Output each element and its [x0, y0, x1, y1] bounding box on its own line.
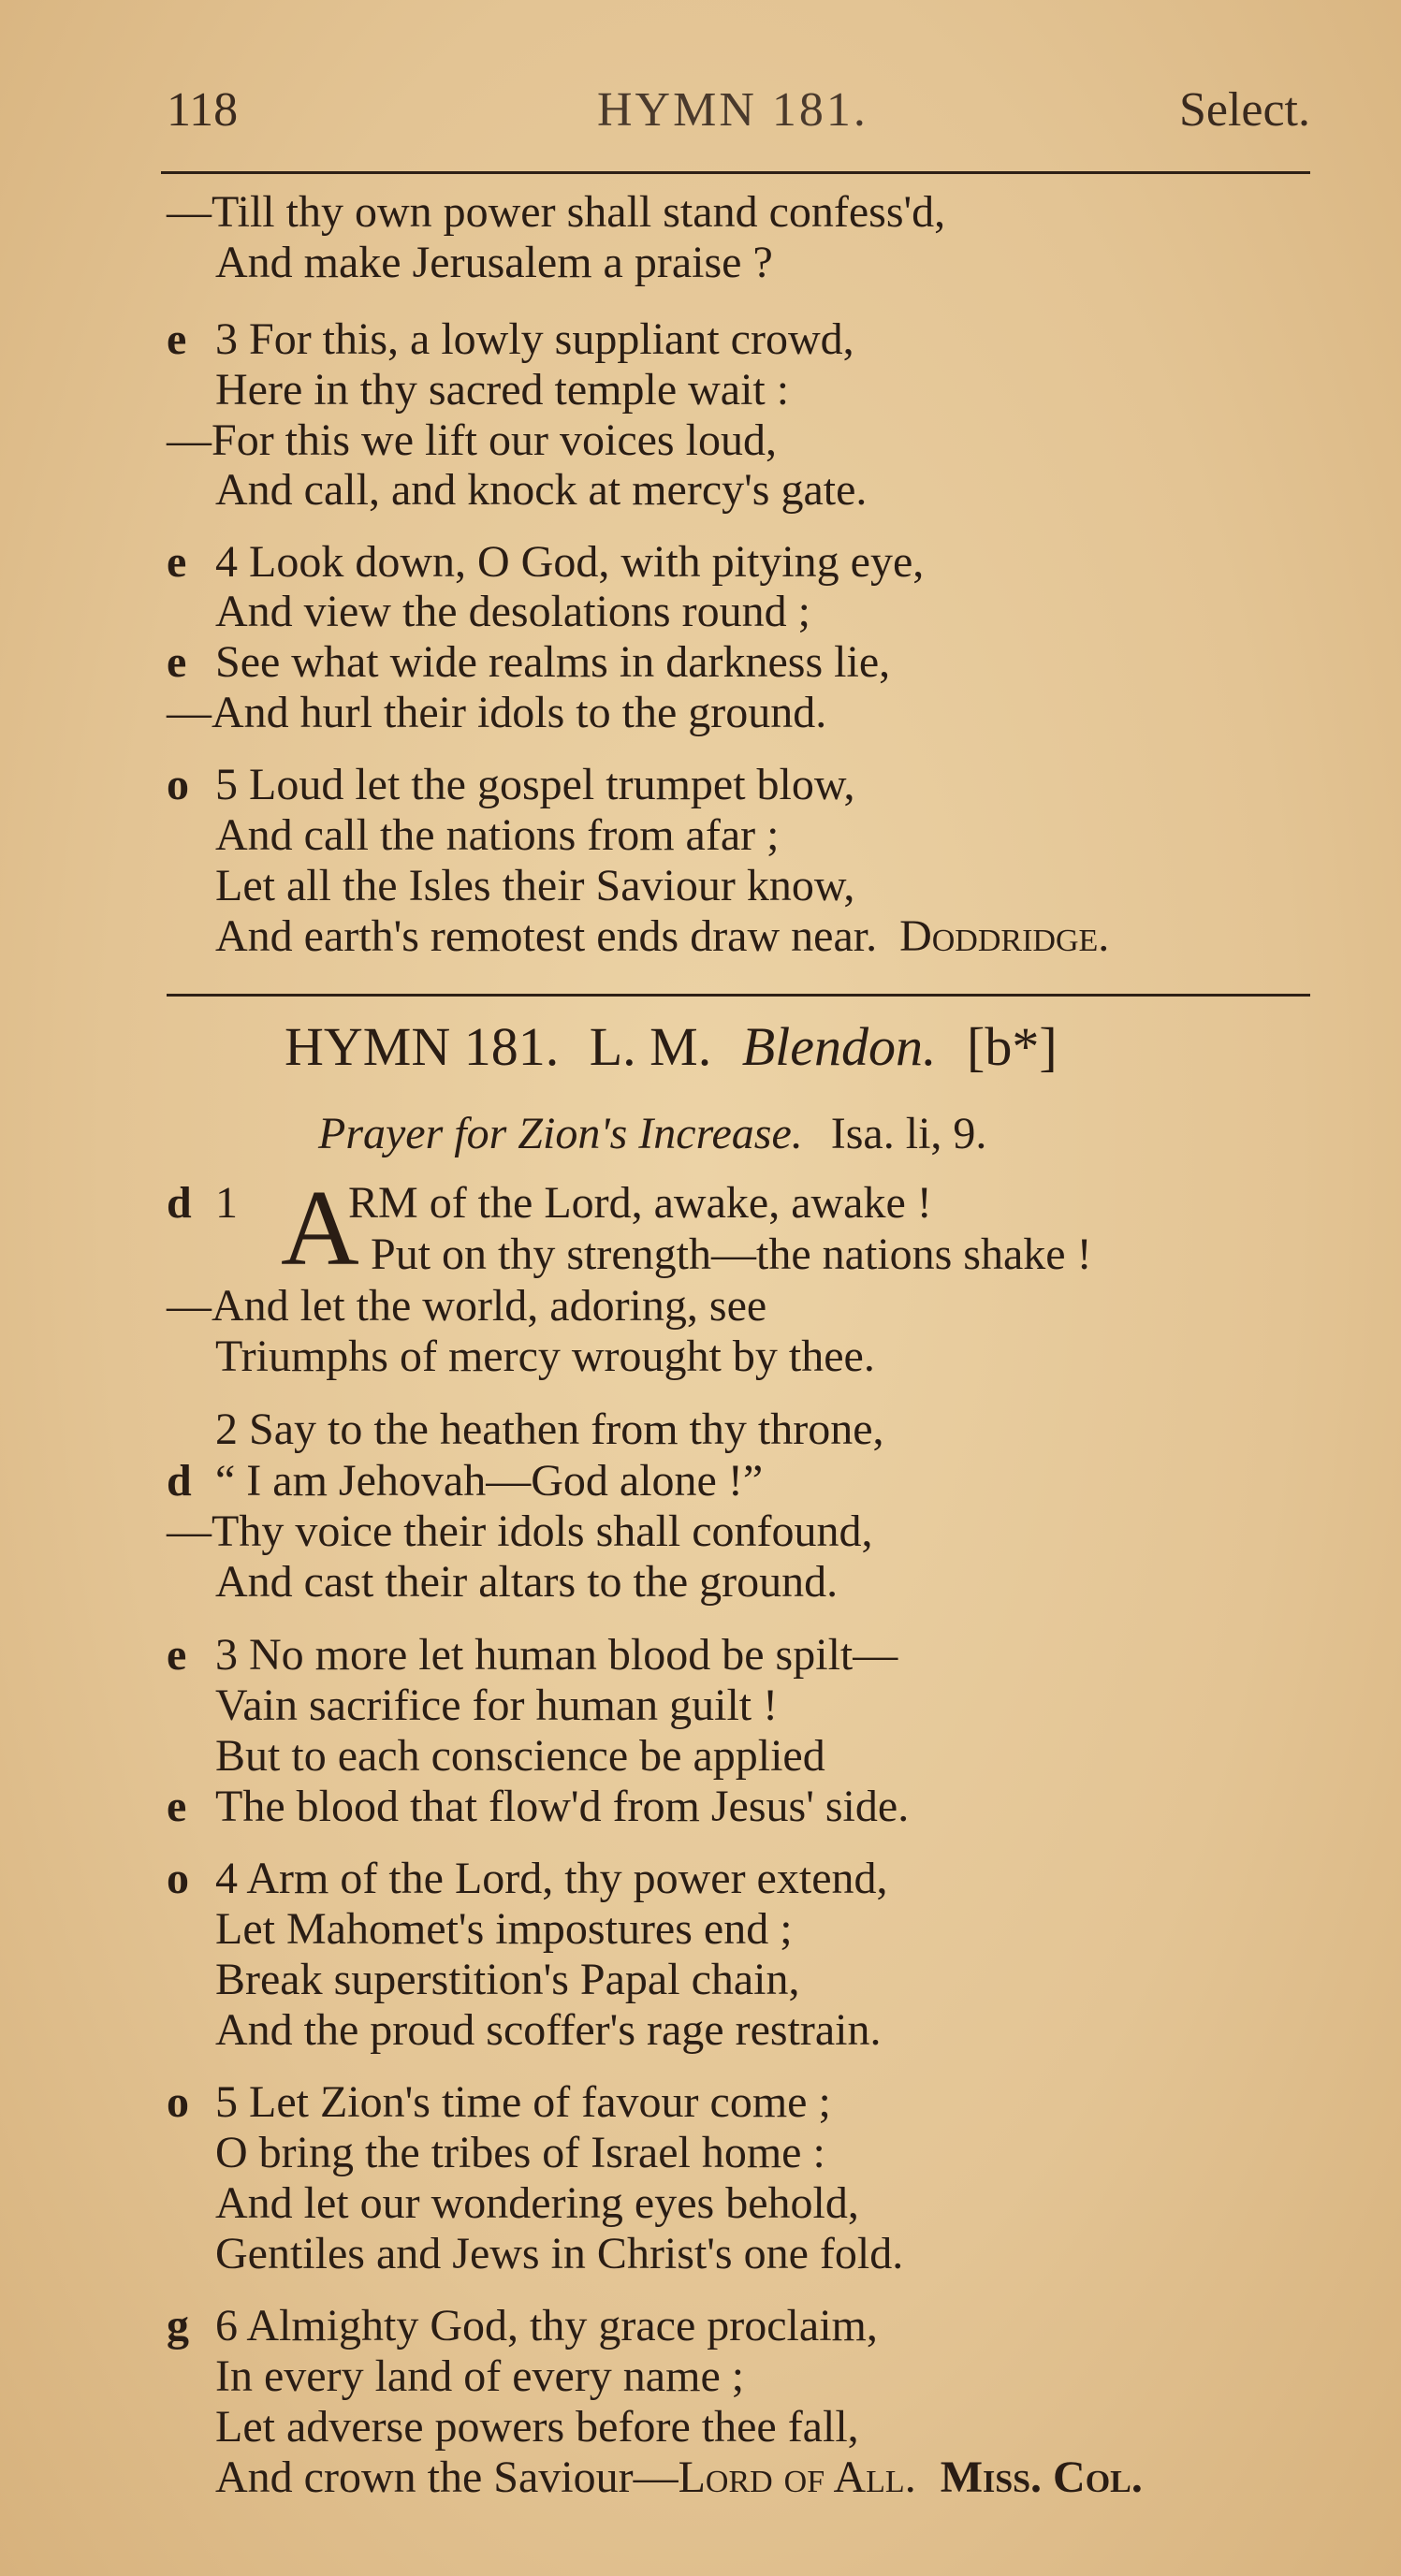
- verse-line: And view the desolations round ;: [215, 587, 810, 636]
- verse-line: And let our wondering eyes behold,: [215, 2178, 859, 2228]
- verse-text: And crown the Saviour—: [215, 2452, 679, 2502]
- dynamic-mark: e: [167, 314, 187, 364]
- drop-cap: A: [281, 1169, 359, 1288]
- verse-line: The blood that flow'd from Jesus' side.: [215, 1782, 910, 1831]
- verse-line: Break superstition's Papal chain,: [215, 1955, 800, 2004]
- verse-line: 3 For this, a lowly suppliant crowd,: [215, 314, 854, 364]
- page-header: [167, 82, 1310, 148]
- dynamic-mark: o: [167, 1854, 189, 1903]
- author-attribution: Miss. Col.: [940, 2452, 1143, 2502]
- verse-line: 4 Look down, O God, with pitying eye,: [215, 537, 925, 587]
- verse-line: 5 Loud let the gospel trumpet blow,: [215, 760, 855, 809]
- verse-line: Let all the Isles their Saviour know,: [215, 861, 855, 910]
- running-title: HYMN 181.: [597, 83, 868, 137]
- subtitle-text: Prayer for Zion's Increase.: [318, 1109, 803, 1158]
- verse-line: O bring the tribes of Israel home :: [215, 2128, 825, 2177]
- verse-line: Here in thy sacred temple wait :: [215, 365, 790, 415]
- verse-line: [215, 2452, 1143, 2502]
- section-label: Select.: [1178, 83, 1310, 137]
- verse-line: 5 Let Zion's time of favour come ;: [215, 2077, 831, 2127]
- page-number: 118: [167, 83, 239, 137]
- verse-line: And call, and knock at mercy's gate.: [215, 465, 868, 515]
- verse-line: Triumphs of mercy wrought by thee.: [215, 1332, 875, 1381]
- verse-text: And earth's remotest ends draw near.: [215, 911, 878, 961]
- verse-line: See what wide realms in darkness lie,: [215, 637, 891, 687]
- closing-phrase: Lord of All.: [678, 2452, 916, 2502]
- verse-line: And call the nations from afar ;: [215, 810, 780, 860]
- verse-line: —For this we lift our voices loud,: [167, 415, 777, 465]
- dynamic-mark: o: [167, 2077, 189, 2127]
- verse-line: [215, 911, 1110, 961]
- dynamic-mark: e: [167, 1782, 187, 1831]
- hymn-heading: [285, 1016, 1058, 1077]
- dynamic-mark: o: [167, 760, 189, 809]
- dynamic-mark: d: [167, 1456, 192, 1506]
- dynamic-mark: d: [167, 1178, 192, 1228]
- verse-line: 4 Arm of the Lord, thy power extend,: [215, 1854, 888, 1903]
- dynamic-mark: g: [167, 2301, 189, 2350]
- header-rule: [161, 171, 1310, 174]
- verse-line: And make Jerusalem a praise ?: [215, 238, 773, 287]
- verse-line: And the proud scoffer's rage restrain.: [215, 2005, 882, 2055]
- author-attribution: Doddridge.: [899, 911, 1110, 961]
- verse-line: And cast their altars to the ground.: [215, 1557, 839, 1607]
- dynamic-mark: e: [167, 637, 187, 687]
- stanza-number: 1: [215, 1178, 238, 1228]
- dynamic-mark: e: [167, 537, 187, 587]
- verse-line: —And let the world, adoring, see: [167, 1281, 767, 1331]
- verse-line: Put on thy strength—the nations shake !: [371, 1230, 1092, 1279]
- hymn-key-mark: [b*]: [967, 1016, 1058, 1077]
- verse-line: —Thy voice their idols shall confound,: [167, 1506, 873, 1556]
- scripture-reference: Isa. li, 9.: [830, 1109, 987, 1158]
- verse-line: Gentiles and Jews in Christ's one fold.: [215, 2229, 904, 2278]
- hymn-meter: L. M.: [589, 1016, 712, 1077]
- verse-line: Let Mahomet's impostures end ;: [215, 1904, 793, 1954]
- verse-line: 6 Almighty God, thy grace proclaim,: [215, 2301, 878, 2350]
- section-divider: [167, 994, 1310, 997]
- dynamic-mark: e: [167, 1630, 187, 1680]
- verse-line: But to each conscience be applied: [215, 1731, 825, 1781]
- hymn-tune: Blendon.: [741, 1016, 937, 1077]
- verse-line: Let adverse powers before thee fall,: [215, 2402, 859, 2452]
- verse-line: Vain sacrifice for human guilt !: [215, 1681, 779, 1730]
- verse-line: 2 Say to the heathen from thy throne,: [215, 1404, 884, 1454]
- verse-line: “ I am Jehovah—God alone !”: [215, 1456, 764, 1506]
- hymn-number: HYMN 181.: [285, 1016, 560, 1077]
- verse-line: In every land of every name ;: [215, 2351, 745, 2401]
- verse-line: —Till thy own power shall stand confess'd,: [167, 187, 946, 237]
- verse-line: RM of the Lord, awake, awake !: [348, 1178, 932, 1228]
- verse-line: —And hurl their idols to the ground.: [167, 688, 827, 737]
- verse-line: 3 No more let human blood be spilt—: [215, 1630, 898, 1680]
- hymn-subtitle: [318, 1109, 987, 1158]
